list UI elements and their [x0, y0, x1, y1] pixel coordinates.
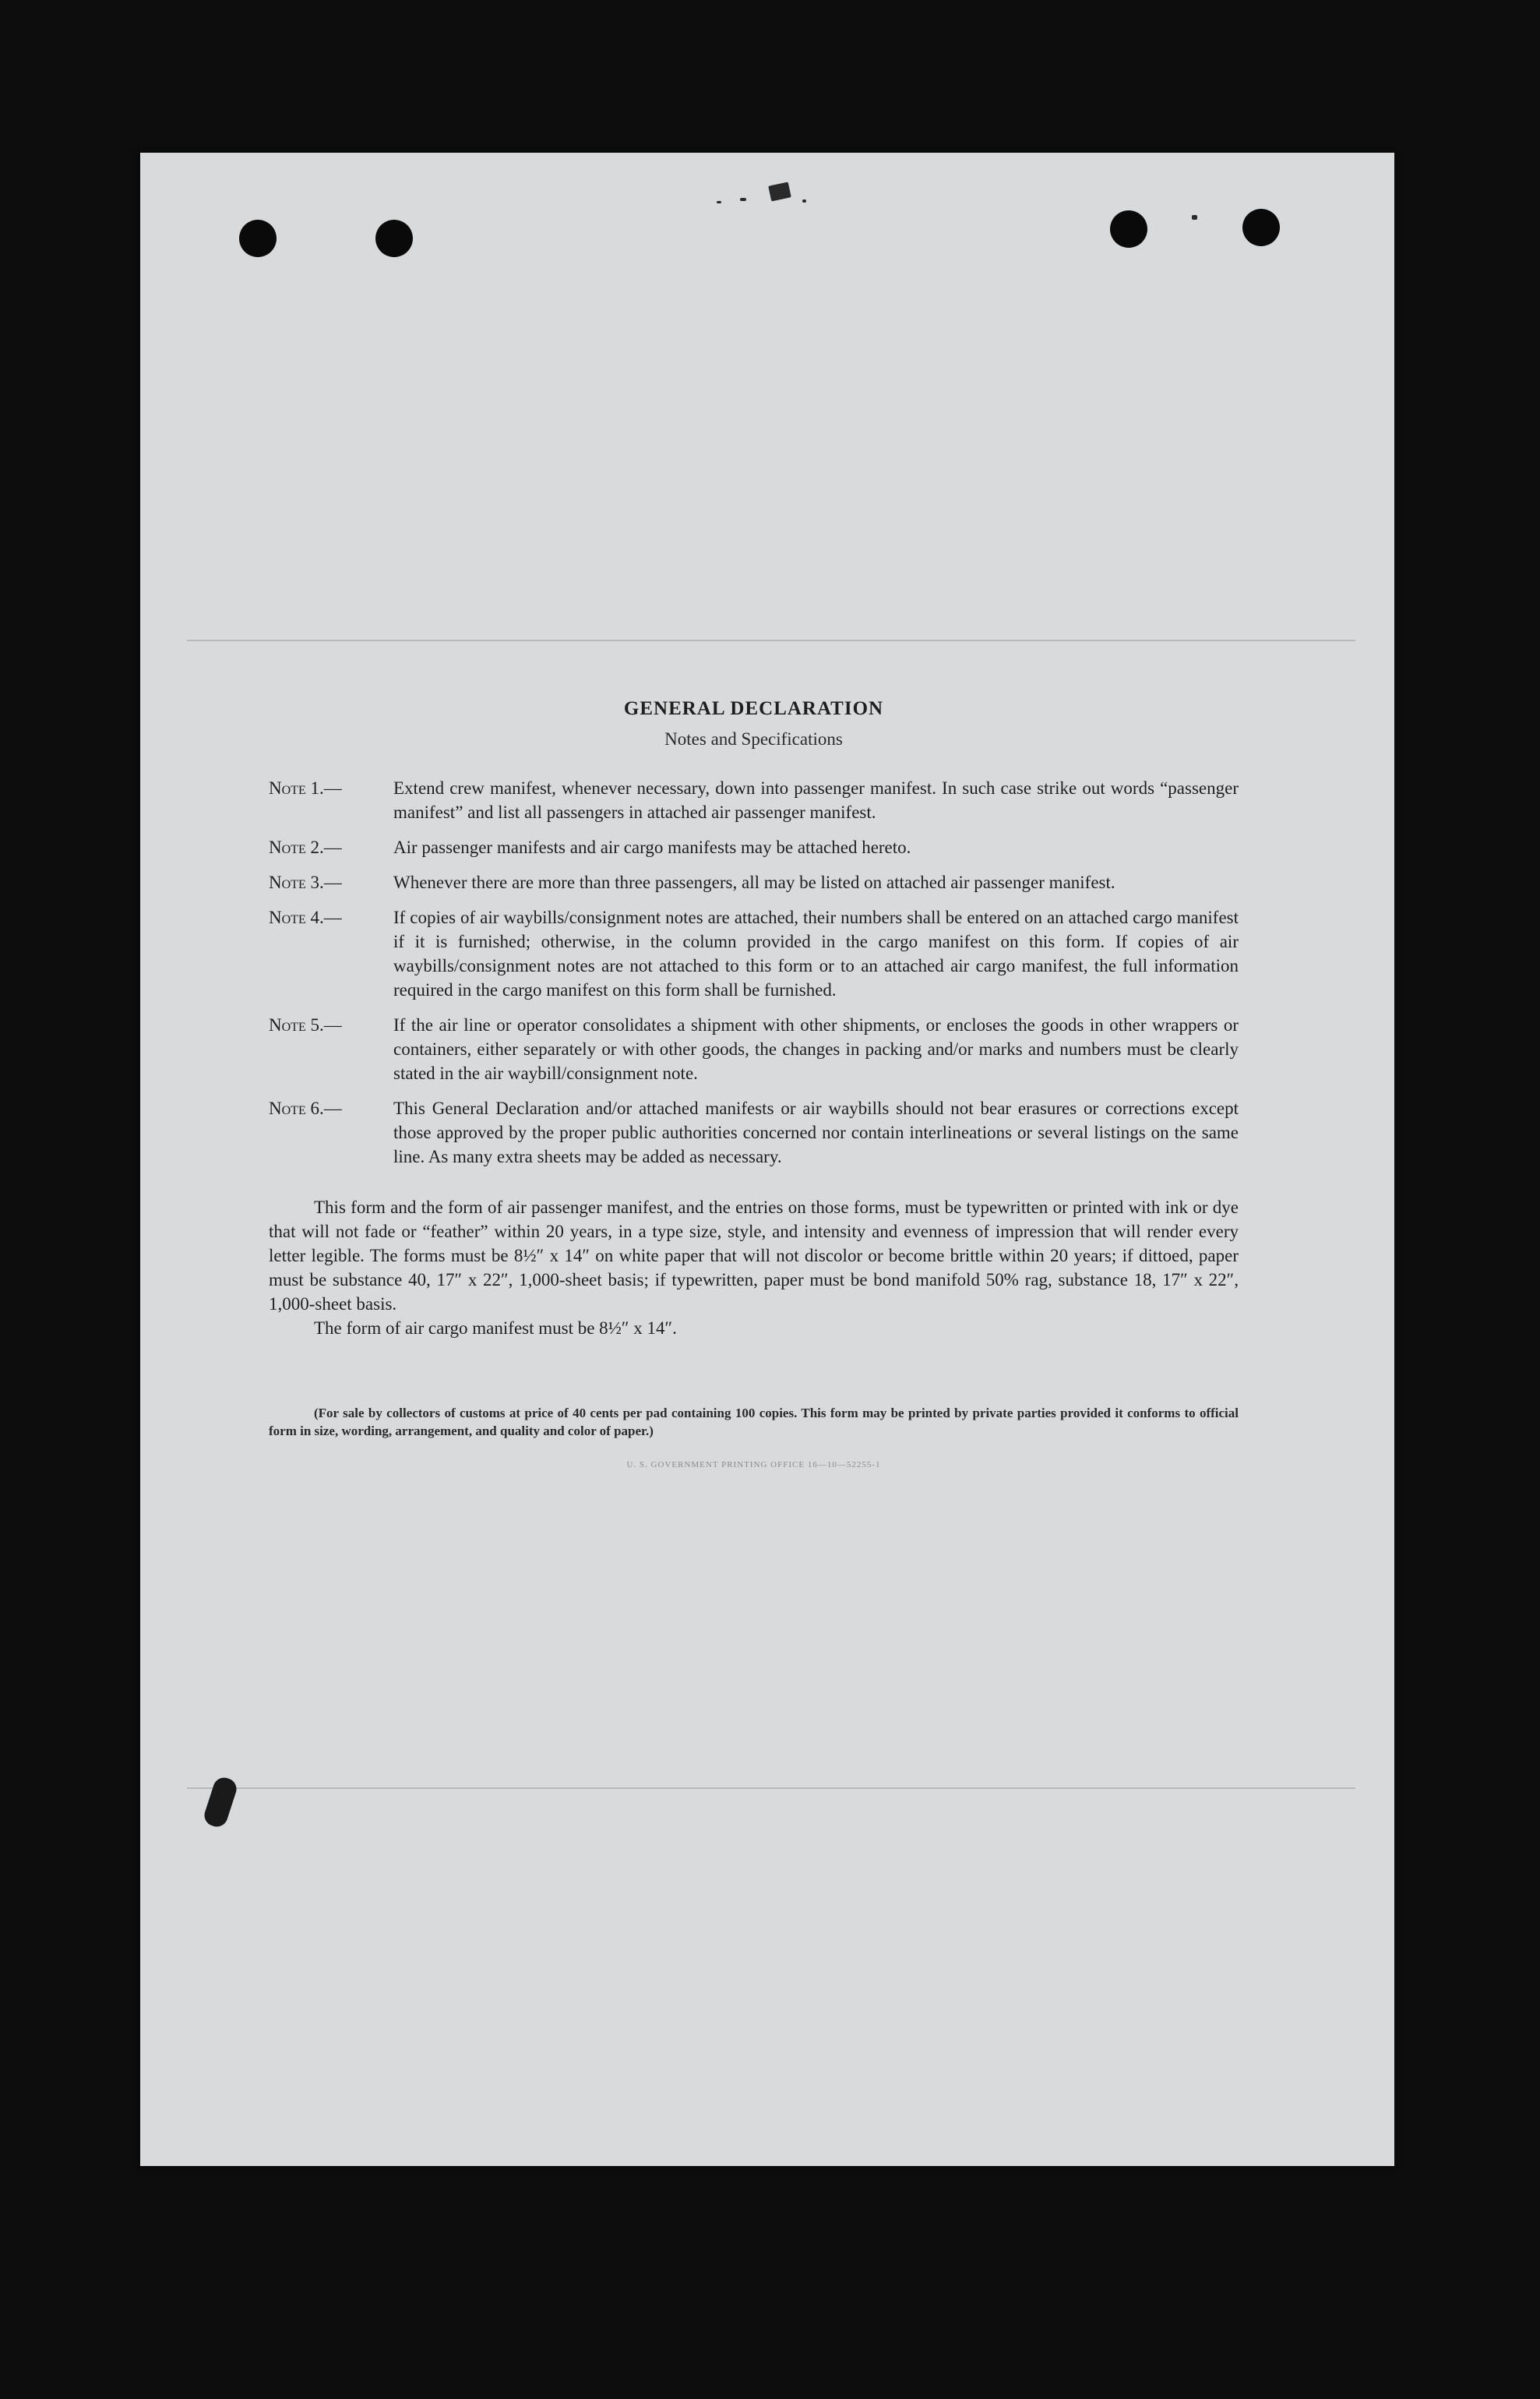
note-4	[269, 905, 1239, 1002]
note-2	[269, 835, 1239, 859]
punch-hole	[1242, 209, 1280, 246]
note-label: Note 6.—	[269, 1099, 342, 1118]
note-5	[269, 1013, 1239, 1085]
note-text: If copies of air waybills/consignment notes are attached, their numbers shall be entered on an attached cargo manifest if it is furnished; otherwise, in the column provided in the cargo manifest on this form. If copies of air waybills/consignment notes are not attached to this form or to an attached air cargo manifest, the full information required in the cargo manifest on this form shall be furnished.	[393, 908, 1239, 1000]
note-text: Extend crew manifest, whenever necessary, down into passenger manifest. In such case strike out words “passenger manifest” and list all passengers in attached air passenger manifest.	[393, 778, 1239, 822]
note-text: This General Declaration and/or attached manifests or air waybills should not bear erasures or corrections except those approved by the proper public authorities concerned nor contain interlineations or several listings on the same line. As many extra sheets may be added as necessary.	[393, 1099, 1239, 1166]
note-label: Note 5.—	[269, 1015, 342, 1035]
note-label: Note 3.—	[269, 873, 342, 892]
fold-line	[187, 1787, 1355, 1789]
note-text: Air passenger manifests and air cargo manifests may be attached hereto.	[393, 838, 911, 857]
cargo-manifest-size-paragraph: The form of air cargo manifest must be 8½″ x 14″.	[314, 1318, 677, 1338]
note-3	[269, 870, 1239, 894]
paper-speck	[768, 182, 791, 202]
paper-speck	[717, 201, 721, 203]
general-declaration-notes	[269, 698, 1239, 1469]
paper-speck	[802, 199, 806, 203]
punch-hole	[239, 220, 277, 257]
document-title: GENERAL DECLARATION	[623, 698, 884, 719]
note-label: Note 1.—	[269, 778, 342, 798]
note-1	[269, 776, 1239, 824]
paper-speck	[1192, 215, 1197, 220]
fold-line	[187, 640, 1355, 641]
note-text: If the air line or operator consolidates a shipment with other shipments, or encloses the goods in other wrappers or containers, either separately or with other goods, the changes in packing and/or marks and numbers must be clearly stated in the air waybill/consignment note.	[393, 1015, 1239, 1083]
note-label: Note 4.—	[269, 908, 342, 927]
note-label: Note 2.—	[269, 838, 342, 857]
note-6	[269, 1096, 1239, 1169]
printer-line: U. S. GOVERNMENT PRINTING OFFICE 16—10—52255-1	[626, 1460, 881, 1469]
document-page	[140, 153, 1394, 2166]
document-subtitle: Notes and Specifications	[664, 729, 843, 749]
paper-speck	[740, 198, 746, 201]
note-text: Whenever there are more than three passengers, all may be listed on attached air passenger manifest.	[393, 873, 1115, 892]
punch-hole	[375, 220, 413, 257]
ink-smudge	[202, 1775, 239, 1829]
form-specification-paragraph: This form and the form of air passenger manifest, and the entries on those forms, must be typewritten or printed with ink or dye that will not fade or “feather” within 20 years, in a type size, style, and intensity and evenness of impression that will render every letter legible. The forms must be 8½″ x 14″ on white paper that will not discolor or become brittle within 20 years; if dittoed, paper must be substance 40, 17″ x 22″, 1,000-sheet basis; if typewritten, paper must be bond manifold 50% rag, substance 18, 17″ x 22″, 1,000-sheet basis.	[269, 1198, 1239, 1314]
punch-hole	[1110, 210, 1147, 248]
sale-note: (For sale by collectors of customs at price of 40 cents per pad containing 100 copies. This form may be printed by private parties provided it conforms to official form in size, wording, arrangement, and quality and color of paper.)	[269, 1406, 1239, 1438]
